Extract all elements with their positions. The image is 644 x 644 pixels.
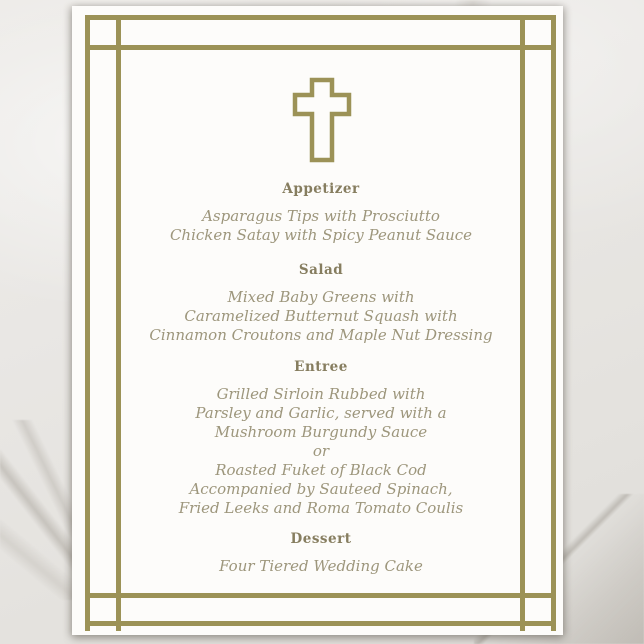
menu-section-dessert: [125, 530, 517, 576]
menu-item-separator: or: [312, 442, 330, 460]
menu-section-salad: [125, 261, 517, 345]
menu-item: Fried Leeks and Roma Tomato Coulis: [178, 499, 464, 517]
section-heading: Entree: [294, 359, 348, 375]
menu-item: Chicken Satay with Spicy Peanut Sauce: [169, 226, 473, 244]
menu-item: Roasted Fuket of Black Cod: [215, 461, 427, 479]
section-heading: Salad: [298, 262, 344, 278]
section-heading: Dessert: [290, 531, 352, 547]
section-heading: Appetizer: [282, 181, 360, 197]
menu-item: Mixed Baby Greens with: [227, 288, 415, 306]
menu-item: Parsley and Garlic, served with a: [195, 404, 447, 422]
menu-card: [72, 6, 563, 635]
menu-item: Four Tiered Wedding Cake: [219, 557, 423, 575]
menu-item: Mushroom Burgundy Sauce: [214, 423, 428, 441]
menu-section-appetizer: [125, 180, 517, 245]
menu-item: Accompanied by Sauteed Spinach,: [189, 480, 453, 498]
menu-item: Caramelized Butternut Squash with: [184, 307, 458, 325]
menu-section-entree: [125, 358, 517, 518]
menu-item: Asparagus Tips with Prosciutto: [202, 207, 440, 225]
menu-item: Grilled Sirloin Rubbed with: [216, 385, 426, 403]
menu-item: Cinnamon Croutons and Maple Nut Dressing: [149, 326, 493, 344]
